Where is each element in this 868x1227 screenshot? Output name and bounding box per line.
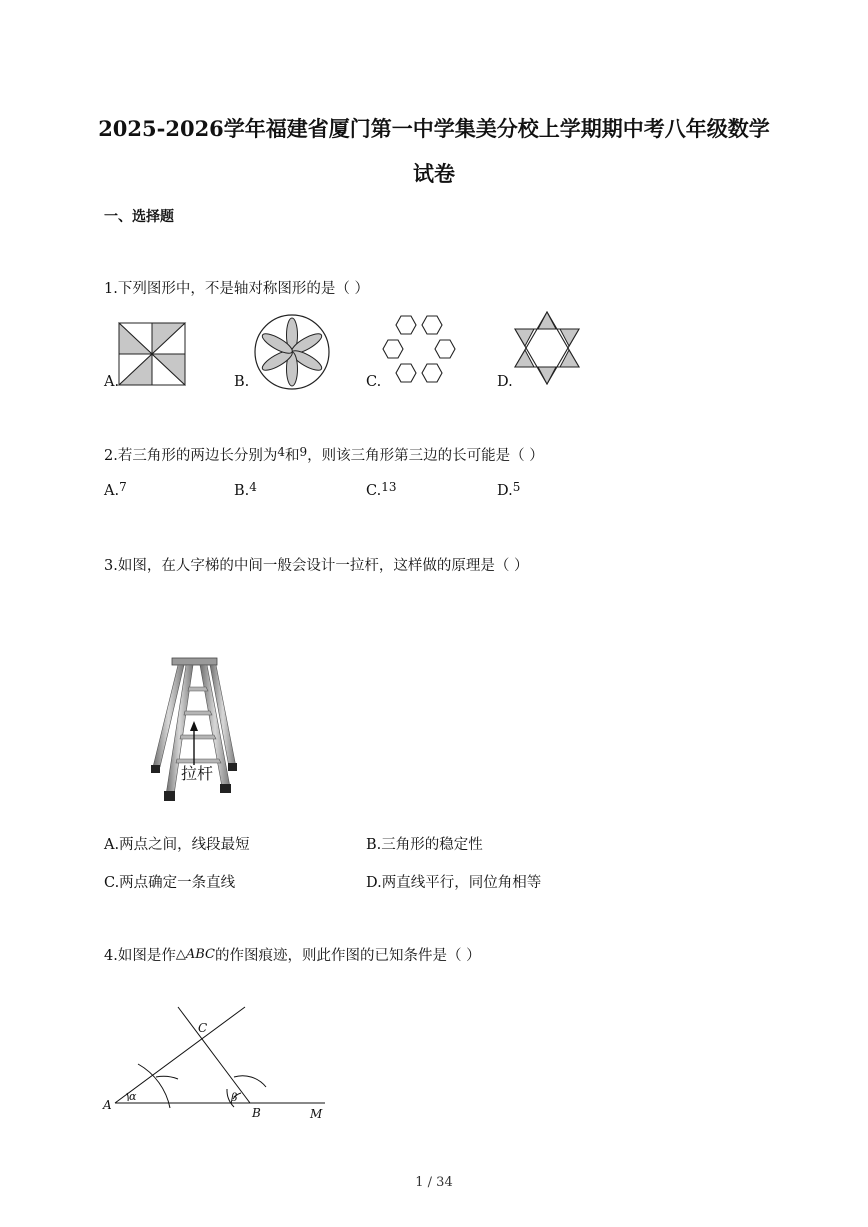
q2-option-c: C.$^{13}$ <box>366 480 397 499</box>
title-line-2: 试卷 <box>413 161 455 186</box>
q1-option-b: B. <box>234 374 250 390</box>
q3-option-a: A.两点之间，线段最短 <box>104 837 250 853</box>
q2-stem-suffix: ，则该三角形第三边的长可能是（ ） <box>307 448 544 464</box>
q2-and: 和 <box>284 448 300 464</box>
label-beta: β <box>231 1091 238 1104</box>
q1-option-c: C. <box>366 374 382 390</box>
q4-triangle: △ABC <box>175 947 215 962</box>
q3-option-c: C.两点确定一条直线 <box>104 875 236 891</box>
q1-figure-b-flower <box>248 313 336 391</box>
q2-option-d: D.$^5$ <box>497 480 521 499</box>
q2-stem <box>104 444 544 465</box>
q1-figure-c-hexagons <box>378 314 464 390</box>
q3-option-b: B.三角形的稳定性 <box>366 837 483 853</box>
q4-stem-suffix: 的作图痕迹，则此作图的已知条件是（ ） <box>214 948 481 964</box>
label-c: C <box>198 1021 208 1035</box>
q2-option-b: B.$^4$ <box>234 480 257 499</box>
q2-side-a: 4 <box>277 445 285 459</box>
section-heading: 一、选择题 <box>104 209 174 225</box>
label-m: M <box>310 1107 323 1121</box>
title-line-1: 2025-2026学年福建省厦门第一中学集美分校上学期期中考八年级数学 <box>98 116 770 141</box>
q4-stem <box>104 944 481 965</box>
q3-figure-label: 拉杆 <box>181 764 214 783</box>
q2-side-b: 9 <box>299 445 308 459</box>
q2-option-a: A.$^7$ <box>104 480 127 499</box>
label-a: A <box>103 1098 112 1112</box>
page-number: 1 / 34 <box>415 1175 453 1190</box>
q2-stem-prefix: 2.若三角形的两边长分别为 <box>104 448 278 464</box>
q4-construction-figure <box>100 1005 335 1125</box>
label-alpha: α <box>129 1090 137 1103</box>
q4-stem-prefix: 4.如图是作 <box>104 948 176 964</box>
q3-option-d: D.两直线平行，同位角相等 <box>366 875 542 891</box>
label-b: B <box>252 1106 261 1120</box>
q1-option-d: D. <box>497 374 513 390</box>
q1-stem: 1.下列图形中，不是轴对称图形的是（ ） <box>104 281 369 297</box>
q1-option-a: A. <box>104 374 120 390</box>
q3-stem: 3.如图，在人字梯的中间一般会设计一拉杆，这样做的原理是（ ） <box>104 558 529 574</box>
q1-figure-a-pinwheel <box>114 320 188 388</box>
q1-figure-d-star <box>510 310 584 386</box>
